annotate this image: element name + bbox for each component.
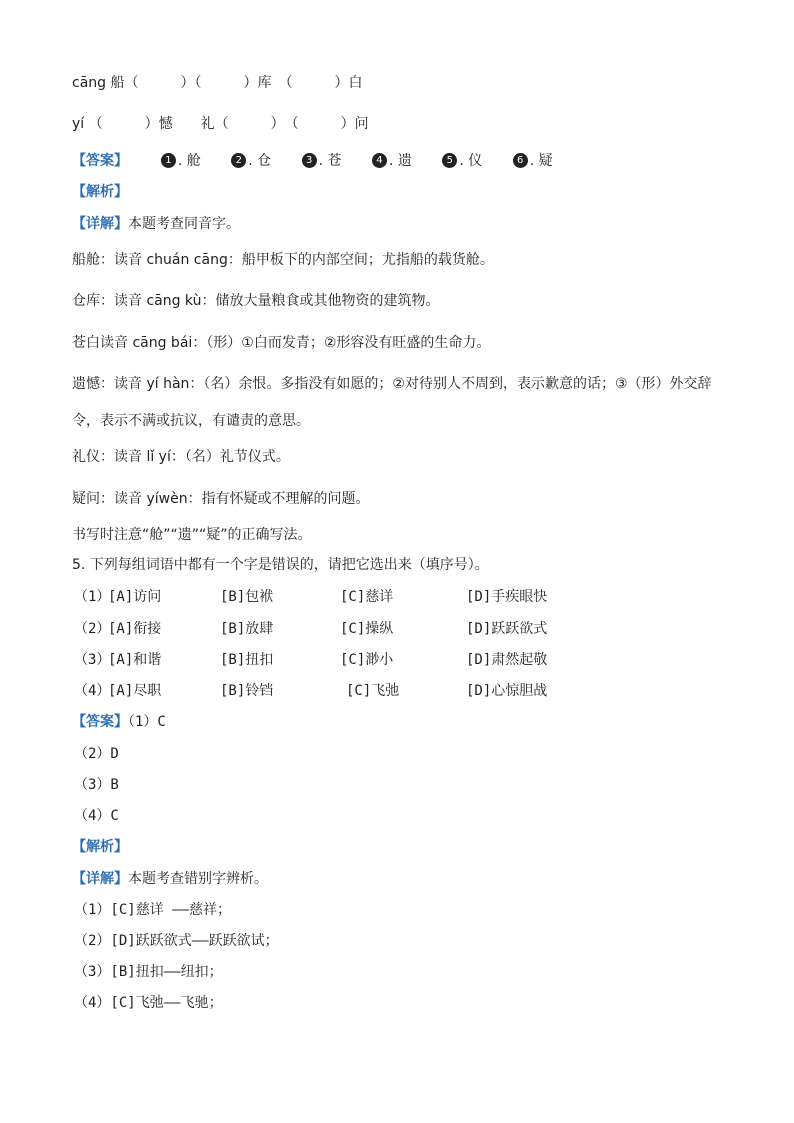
question-title: 5. 下列每组词语中都有一个字是错误的，请把它选出来（填序号）。 — [72, 557, 489, 573]
option-c: [C]操纵 — [340, 621, 394, 637]
analysis-line: （3）[B]扭扣——纽扣； — [74, 964, 223, 980]
option-c: [C]渺小 — [340, 652, 394, 668]
option-b: [B]包袱 — [220, 589, 274, 605]
fill-line-2: yí （ ）憾 礼（ ） （ ）问 — [72, 116, 369, 132]
analysis-line: 礼仪：读音 lǐ yí：（名）礼节仪式。 — [72, 449, 290, 465]
answer-item: 2 . 仓 — [231, 152, 271, 170]
circled-number: 4 — [372, 153, 387, 168]
option-c: [C]慈详 — [340, 589, 394, 605]
circled-number: 1 — [161, 153, 176, 168]
circled-number: 3 — [302, 153, 317, 168]
answer-item: 3 . 苍 — [302, 152, 342, 170]
option-a: [A]衔接 — [108, 621, 162, 637]
analysis-line: （4）[C]飞弛——飞驰； — [74, 995, 223, 1011]
answer-item: 1 . 舱 — [161, 152, 201, 170]
analysis-line: 遗憾：读音 yí hàn：（名）余恨。多指没有如愿的；②对待别人不周到，表示歉意的话；③（形）外交辞 — [72, 376, 712, 392]
detail-text: 本题考查同音字。 — [128, 216, 240, 232]
option-b: [B]扭扣 — [220, 652, 274, 668]
answer-item: 5 . 仪 — [442, 152, 482, 170]
option-d: [D]手疾眼快 — [466, 589, 548, 605]
answer-value: （4）C — [74, 808, 119, 824]
analysis-line: 船舱：读音 chuán cāng：船甲板下的内部空间；尤指船的载货舱。 — [72, 252, 494, 268]
option-b: [B]放肆 — [220, 621, 274, 637]
analysis-line: （1）[C]慈详 ——慈祥； — [74, 902, 232, 918]
analysis-line: 苍白读音 cāng bái：（形）①白而发青；②形容没有旺盛的生命力。 — [72, 335, 491, 351]
detail-label: 【详解】 — [72, 871, 128, 887]
analysis-line: 仓库：读音 cāng kù：储放大量粮食或其他物资的建筑物。 — [72, 293, 440, 309]
option-d: [D]肃然起敬 — [466, 652, 548, 668]
answer-label: 【答案】 — [72, 714, 128, 730]
option-d: [D]跃跃欲式 — [466, 621, 548, 637]
analysis-line: 书写时注意“舱”“遗”“疑”的正确写法。 — [72, 527, 312, 543]
analysis-label: 【解析】 — [72, 839, 128, 855]
option-a: [A]尽职 — [108, 683, 162, 699]
answer-block-2 — [72, 713, 166, 731]
detail-label: 【详解】 — [72, 216, 128, 232]
circled-number: 2 — [231, 153, 246, 168]
answer-value: （2）D — [74, 746, 119, 762]
circled-number: 6 — [513, 153, 528, 168]
detail-line — [72, 870, 268, 888]
analysis-line: 疑问：读音 yíwèn：指有怀疑或不理解的问题。 — [72, 491, 370, 507]
option-d: [D]心惊胆战 — [466, 683, 548, 699]
detail-text: 本题考查错别字辨析。 — [128, 871, 268, 887]
circled-number: 5 — [442, 153, 457, 168]
detail-line — [72, 215, 240, 233]
answer-block-1 — [72, 152, 579, 170]
answer-label: 【答案】 — [72, 153, 128, 169]
option-c: [C]飞弛 — [346, 683, 400, 699]
analysis-label: 【解析】 — [72, 184, 128, 200]
answer-value: （1）C — [128, 714, 166, 730]
option-b: [B]铃铛 — [220, 683, 274, 699]
fill-line-1: cāng 船（ ）（ ）库 （ ）白 — [72, 75, 363, 91]
option-a: [A]访问 — [108, 589, 162, 605]
answer-item: 4 . 遗 — [372, 152, 412, 170]
analysis-line: （2）[D]跃跃欲式——跃跃欲试； — [74, 933, 279, 949]
answer-item: 6 . 疑 — [513, 152, 553, 170]
answer-value: （3）B — [74, 777, 119, 793]
option-a: [A]和谐 — [108, 652, 162, 668]
analysis-line: 令，表示不满或抗议，有谴责的意思。 — [72, 413, 310, 429]
